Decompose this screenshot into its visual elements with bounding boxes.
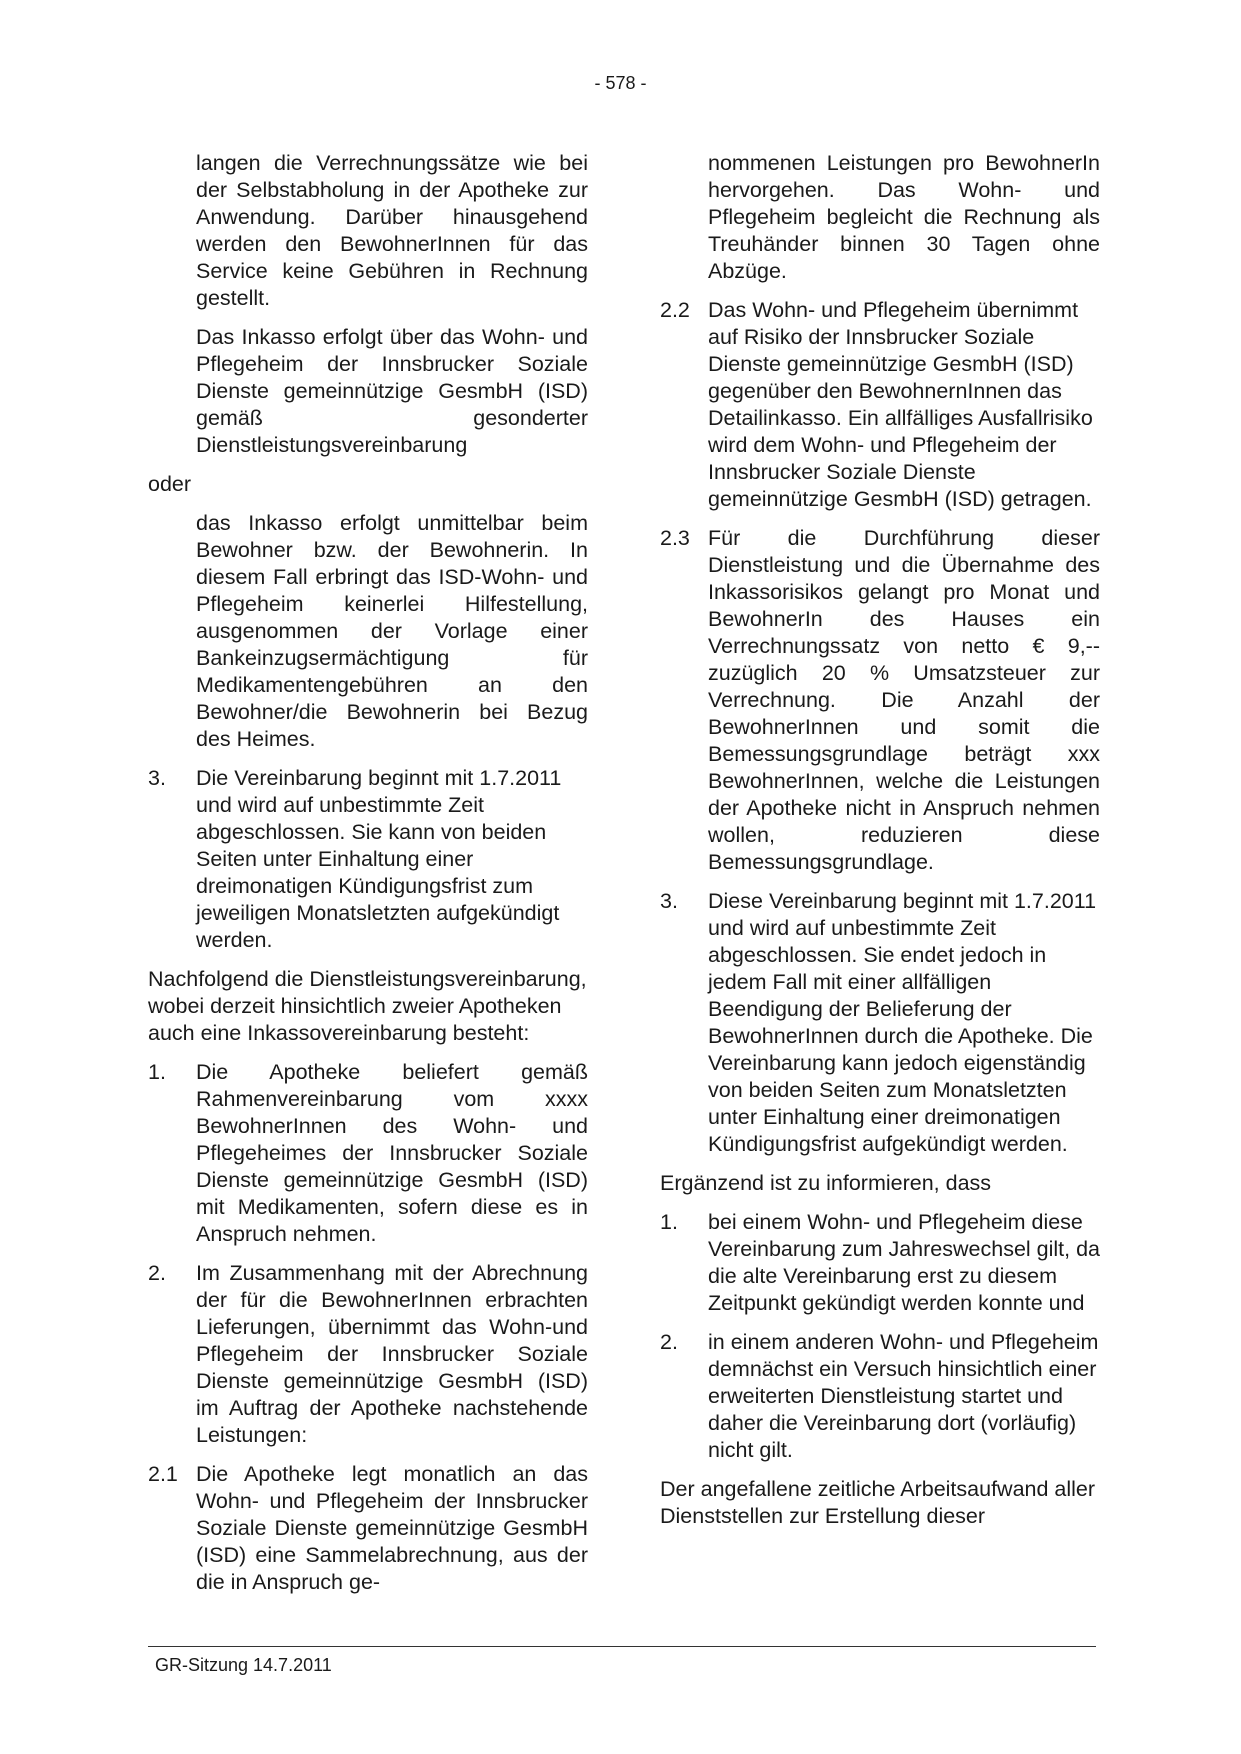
list-item-number: 1. (660, 1210, 678, 1234)
left-column (148, 150, 588, 1608)
right-list2-item-1 (660, 1209, 1100, 1317)
list-item-text: Die Apotheke legt monatlich an das Wohn- und Pflegeheim der Innsbrucker Soziale Dienste gemeinnützige GesmbH (ISD) eine Sammelabrechnung, aus der die in Anspruch ge- (196, 1462, 588, 1594)
list-item-text: Diese Vereinbarung beginnt mit 1.7.2011 und wird auf unbestimmte Zeit abgeschlossen. Sie endet jedoch in jedem Fall mit einer allfälligen Beendigung der Belieferung der BewohnerInnen durch die Apotheke. Die Vereinbarung kann jedoch eigenständig von beiden Seiten zum Monatsletzten unter Einhaltung einer dreimonatigen Kündigungsfrist aufgekündigt werden. (708, 889, 1097, 1156)
page-number: - 578 - (594, 73, 647, 93)
right-list2-item-2 (660, 1329, 1100, 1464)
list-item-number: 2. (148, 1261, 166, 1285)
left-list-item-1 (148, 1059, 588, 1248)
list-item-text: Das Wohn- und Pflegeheim übernimmt auf Risiko der Innsbrucker Soziale Dienste gemeinnützige GesmbH (ISD) gegenüber den BewohnernInnen das Detailinkasso. Ein allfälliges Ausfallrisiko wird dem Wohn- und Pflegeheim der Innsbrucker Soziale Dienste gemeinnützige GesmbH (ISD) getragen. (708, 298, 1093, 511)
right-list-item-3 (660, 888, 1100, 1158)
left-paragraph: Nachfolgend die Dienstleistungsvereinbarung, wobei derzeit hinsichtlich zweier Apotheken auch eine Inkassovereinbarung besteht: (148, 967, 587, 1045)
list-item-number: 2.2 (660, 298, 690, 322)
list-item-text: Die Vereinbarung beginnt mit 1.7.2011 und wird auf unbestimmte Zeit abgeschlossen. Sie kann von beiden Seiten unter Einhaltung einer dreimonatigen Kündigungsfrist zum jeweiligen Monatsletzten aufgekündigt werden. (196, 766, 562, 952)
footer-text: GR-Sitzung 14.7.2011 (155, 1655, 332, 1675)
left-list-item-2-1 (148, 1461, 588, 1596)
footer-divider (148, 1646, 1096, 1647)
list-item-text: in einem anderen Wohn- und Pflegeheim demnächst ein Versuch hinsichtlich einer erweiterten Dienstleistung startet und daher die Vereinbarung dort (vorläufig) nicht gilt. (708, 1330, 1099, 1462)
right-column (660, 150, 1100, 1542)
list-item-number: 1. (148, 1060, 166, 1084)
left-list-item-3 (148, 765, 588, 954)
right-paragraph-1: Ergänzend ist zu informieren, dass (660, 1171, 992, 1195)
left-intro-paragraph-3: das Inkasso erfolgt unmittelbar beim Bewohner bzw. der Bewohnerin. In diesem Fall erbringt das ISD-Wohn- und Pflegeheim keinerlei Hilfestellung, ausgenommen der Vorlage einer Bankeinzugsermächtigung für Medikamentengebühren an den Bewohner/die Bewohnerin bei Bezug des Heimes. (196, 511, 588, 751)
list-item-text: Für die Durchführung dieser Dienstleistung und die Übernahme des Inkassorisikos gelangt pro Monat und BewohnerIn des Hauses ein Verrechnungssatz von netto € 9,-- zuzüglich 20 % Umsatzsteuer zur Verrechnung. Die Anzahl der BewohnerInnen und somit die Bemessungsgrundlage beträgt xxx BewohnerInnen, welche die Leistungen der Apotheke nicht in Anspruch nehmen wollen, reduzieren diese Bemessungsgrundlage. (708, 526, 1100, 874)
left-oder: oder (148, 472, 192, 496)
list-item-number: 3. (660, 889, 678, 913)
right-list-item-2-3 (660, 525, 1100, 876)
list-item-number: 3. (148, 766, 166, 790)
left-intro-paragraph-1: langen die Verrechnungssätze wie bei der Selbstabholung in der Apotheke zur Anwendung. Darüber hinausgehend werden den BewohnerInnen für das Service keine Gebühren in Rechnung gestellt. (196, 151, 588, 310)
right-continuation-paragraph: nommenen Leistungen pro BewohnerIn hervorgehen. Das Wohn- und Pflegeheim begleicht die Rechnung als Treuhänder binnen 30 Tagen ohne Abzüge. (708, 151, 1100, 283)
list-item-text: bei einem Wohn- und Pflegeheim diese Vereinbarung zum Jahreswechsel gilt, da die alte Vereinbarung erst zu diesem Zeitpunkt gekündigt werden konnte und (708, 1210, 1100, 1315)
left-list-item-2 (148, 1260, 588, 1449)
list-item-number: 2.3 (660, 526, 690, 550)
right-paragraph-2: Der angefallene zeitliche Arbeitsaufwand aller Dienststellen zur Erstellung dieser (660, 1477, 1096, 1528)
left-intro-paragraph-2: Das Inkasso erfolgt über das Wohn- und Pflegeheim der Innsbrucker Soziale Dienste gemeinnützige GesmbH (ISD) gemäß gesonderter Dienstleistungsvereinbarung (196, 325, 588, 457)
list-item-text: Im Zusammenhang mit der Abrechnung der für die BewohnerInnen erbrachten Lieferungen, übernimmt das Wohn-und Pflegeheim der Innsbrucker Soziale Dienste gemeinnützige GesmbH (ISD) im Auftrag der Apotheke nachstehende Leistungen: (196, 1261, 588, 1447)
list-item-text: Die Apotheke beliefert gemäß Rahmenvereinbarung vom xxxx BewohnerInnen des Wohn- und Pflegeheimes der Innsbrucker Soziale Dienste gemeinnützige GesmbH (ISD) mit Medikamenten, sofern diese es in Anspruch nehmen. (196, 1060, 588, 1246)
list-item-number: 2.1 (148, 1462, 178, 1486)
right-list-item-2-2 (660, 297, 1100, 513)
list-item-number: 2. (660, 1330, 678, 1354)
